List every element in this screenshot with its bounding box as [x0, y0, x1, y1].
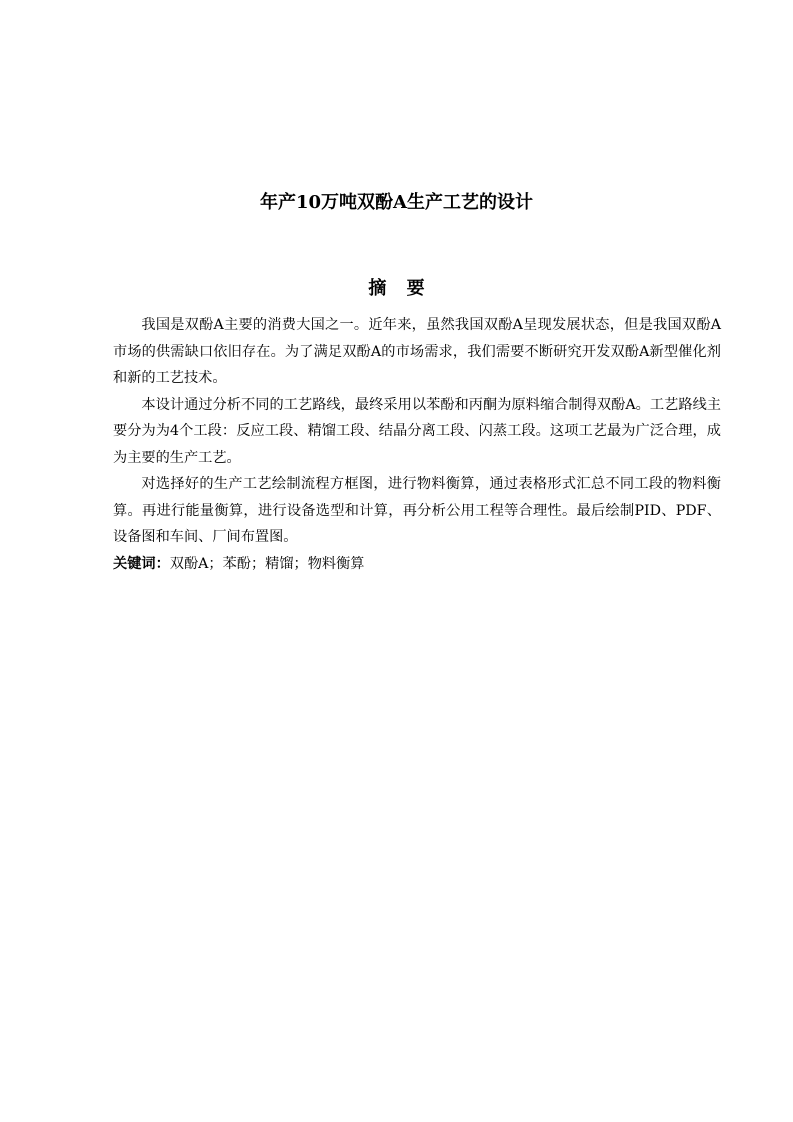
abstract-heading: 摘 要: [368, 278, 425, 299]
document-title: 年产10万吨双酚A生产工艺的设计: [259, 192, 533, 213]
keywords-label: 关键词：: [113, 555, 170, 572]
abstract-body: [113, 312, 721, 577]
abstract-paragraph: 本设计通过分析不同的工艺路线，最终采用以苯酚和丙酮为原料缩合制得双酚A。工艺路线主要分为为4个工段：反应工段、精馏工段、结晶分离工段、闪蒸工段。这项工艺最为广泛合理，成为主要的生产工艺。: [113, 396, 721, 466]
keywords-text: 双酚A；苯酚；精馏；物料衡算: [169, 555, 365, 572]
abstract-paragraph: 对选择好的生产工艺绘制流程方框图，进行物料衡算，通过表格形式汇总不同工段的物料衡算。再进行能量衡算，进行设备选型和计算，再分析公用工程等合理性。最后绘制PID、PDF、设备图和车间、厂间布置图。: [113, 476, 721, 545]
keywords-line: [113, 551, 721, 578]
abstract-paragraph: 我国是双酚A主要的消费大国之一。近年来，虽然我国双酚A呈现发展状态，但是我国双酚A市场的供需缺口依旧存在。为了满足双酚A的市场需求，我们需要不断研究开发双酚A新型催化剂和新的工艺技术。: [113, 317, 721, 386]
